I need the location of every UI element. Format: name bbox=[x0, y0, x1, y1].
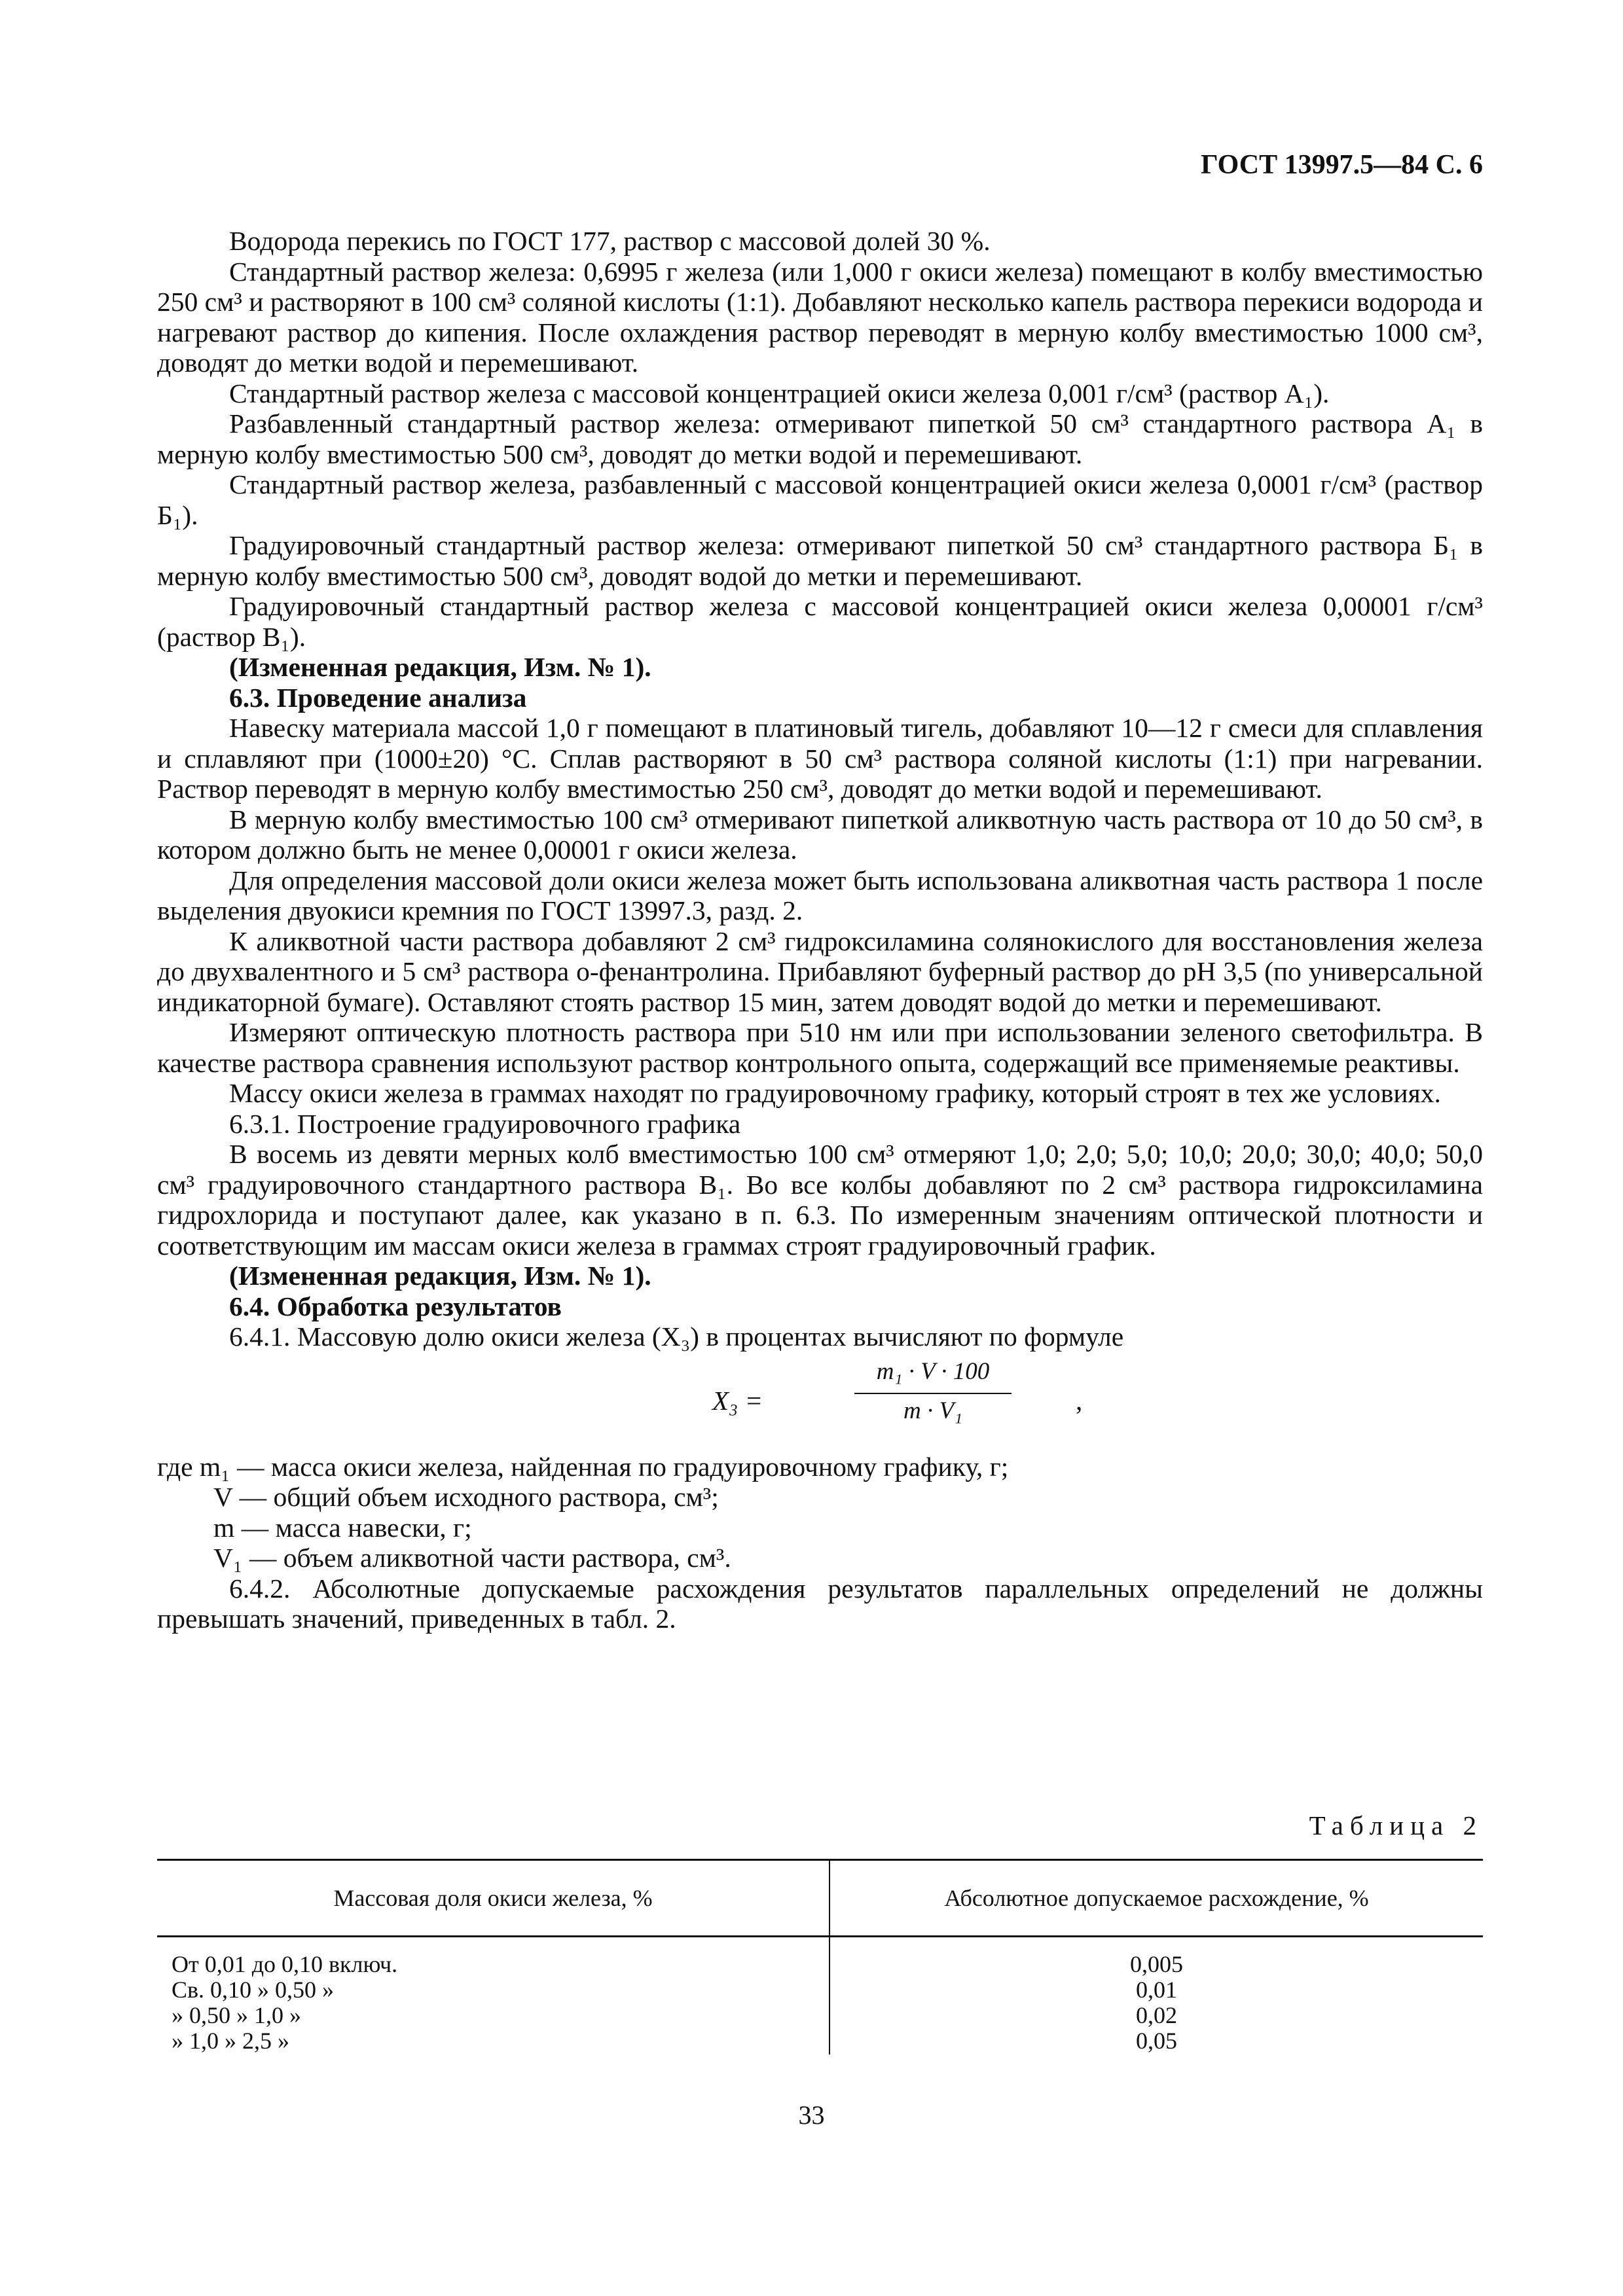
where-line: V₁ — объем аликвотной части раствора, см³. bbox=[213, 1543, 731, 1573]
paragraph: Градуировочный стандартный раствор железа: отмеривают пипеткой 50 см³ стандартного раствора Б₁ в мерную колбу вместимостью 500 см³, доводят водой до метки и перемешивают. bbox=[157, 530, 1483, 591]
range-value: » 0,50 » 1,0 » bbox=[172, 2002, 301, 2028]
amendment-note: (Измененная редакция, Изм. № 1). bbox=[229, 652, 651, 682]
range-value: Св. 0,10 » 0,50 » bbox=[172, 1977, 335, 2003]
table-caption: Таблица 2 bbox=[1309, 1810, 1483, 1840]
formula-fraction bbox=[786, 1355, 1083, 1428]
amendment-note: (Измененная редакция, Изм. № 1). bbox=[229, 1261, 651, 1291]
formula-comma: , bbox=[1076, 1385, 1083, 1416]
where-line: m — масса навески, г; bbox=[213, 1512, 472, 1543]
paragraph: Градуировочный стандартный раствор железа с массовой концентрацией окиси железа 0,00001 г/см³ (раствор В₁). bbox=[157, 591, 1483, 652]
paragraph: Стандартный раствор железа с массовой концентрацией окиси железа 0,001 г/см³ (раствор А₁). bbox=[229, 378, 1330, 408]
tolerance-value: 0,05 bbox=[1136, 2028, 1177, 2054]
tolerance-cell bbox=[830, 1937, 1483, 2055]
column-header: Абсолютное допускаемое расхождение, % bbox=[830, 1860, 1483, 1937]
paragraph: 6.4.2. Абсолютные допускаемые расхождения результатов параллельных определений не должны превышать значений, приведенных в табл. 2. bbox=[157, 1573, 1483, 1634]
range-cell bbox=[157, 1937, 830, 2055]
paragraph: К аликвотной части раствора добавляют 2 см³ гидроксиламина солянокислого для восстановления железа до двухвалентного и 5 см³ раствора о-фенантролина. Прибавляют буферный раствор до рН 3,5 (по универсальной индикаторной бумаге). Оставляют стоять раствор 15 мин, затем доводят водой до метки и перемешивают. bbox=[157, 925, 1483, 1017]
section-heading: 6.3. Проведение анализа bbox=[229, 682, 527, 713]
document-body bbox=[157, 226, 1483, 1634]
formula-numerator: m₁ · V · 100 bbox=[876, 1357, 990, 1385]
paragraph: Стандартный раствор железа, разбавленный с массовой концентрацией окиси железа 0,0001 г/см³ (раствор Б₁). bbox=[157, 469, 1483, 530]
table-2 bbox=[157, 1859, 1483, 2054]
where-line: V — общий объем исходного раствора, см³; bbox=[213, 1482, 719, 1512]
table-row bbox=[157, 1937, 1483, 2055]
paragraph: Навеску материала массой 1,0 г помещают в платиновый тигель, добавляют 10—12 г смеси для сплавления и сплавляют при (1000±20) °С. Сплав растворяют в 50 см³ раствора соляной кислоты (1:1) при нагревании. Раствор переводят в мерную колбу вместимостью 250 см³, доводят до метки водой и перемешивают. bbox=[157, 713, 1483, 804]
range-value: » 1,0 » 2,5 » bbox=[172, 2028, 289, 2054]
table-header-row bbox=[157, 1860, 1483, 1937]
paragraph: В восемь из девяти мерных колб вместимостью 100 см³ отмеряют 1,0; 2,0; 5,0; 10,0; 20,0; 30,0; 40,0; 50,0 см³ градуировочного стандартного раствора В₁. Во все колбы добавляют по 2 см³ раствора гидроксиламина гидрохлорида и поступают далее, как указано в п. 6.3. По измеренным значениям оптической плотности и соответствующим им массам окиси железа в граммах строят градуировочный график. bbox=[157, 1139, 1483, 1261]
paragraph: В мерную колбу вместимостью 100 см³ отмеривают пипеткой аликвотную часть раствора от 10 до 50 см³, в котором должно быть не менее 0,00001 г окиси железа. bbox=[157, 804, 1483, 865]
paragraph: Стандартный раствор железа: 0,6995 г железа (или 1,000 г окиси железа) помещают в колбу вместимостью 250 см³ и растворяют в 100 см³ соляной кислоты (1:1). Добавляют несколько капель раствора перекиси водорода и нагревают раствор до кипения. После охлаждения раствор переводят в мерную колбу вместимостью 1000 см³, доводят до метки водой и перемешивают. bbox=[157, 256, 1483, 378]
subsection-heading: 6.3.1. Построение градуировочного графика bbox=[229, 1108, 741, 1139]
paragraph: Разбавленный стандартный раствор железа: отмеривают пипеткой 50 см³ стандартного раствора А₁ в мерную колбу вместимостью 500 см³, доводят до метки водой и перемешивают. bbox=[157, 408, 1483, 469]
column-header: Массовая доля окиси железа, % bbox=[157, 1860, 830, 1937]
section-heading: 6.4. Обработка результатов bbox=[229, 1291, 562, 1321]
formula-denominator: m · V₁ bbox=[903, 1397, 962, 1424]
page-header: ГОСТ 13997.5—84 С. 6 bbox=[1200, 150, 1483, 180]
tolerance-value: 0,005 bbox=[1130, 1951, 1183, 1977]
paragraph: 6.4.1. Массовую долю окиси железа (X₃) в процентах вычисляют по формуле bbox=[229, 1321, 1124, 1352]
formula bbox=[157, 1355, 1483, 1448]
paragraph: Массу окиси железа в граммах находят по градуировочному графику, который строят в тех же условиях. bbox=[229, 1078, 1441, 1108]
formula-lhs: X₃ = bbox=[712, 1385, 763, 1416]
range-value: От 0,01 до 0,10 включ. bbox=[172, 1951, 398, 1977]
tolerance-value: 0,01 bbox=[1136, 1977, 1177, 2003]
paragraph: Водорода перекись по ГОСТ 177, раствор с массовой долей 30 %. bbox=[229, 226, 991, 256]
page-number: 33 bbox=[798, 2100, 825, 2130]
paragraph: Измеряют оптическую плотность раствора при 510 нм или при использовании зеленого светофильтра. В качестве раствора сравнения используют раствор контрольного опыта, содержащий все применяемые реактивы. bbox=[157, 1017, 1483, 1078]
paragraph: Для определения массовой доли окиси железа может быть использована аликвотная часть раствора 1 после выделения двуокиси кремния по ГОСТ 13997.3, разд. 2. bbox=[157, 865, 1483, 925]
where-line: где m₁ — масса окиси железа, найденная по градуировочному графику, г; bbox=[157, 1451, 1009, 1482]
tolerance-value: 0,02 bbox=[1136, 2002, 1177, 2028]
